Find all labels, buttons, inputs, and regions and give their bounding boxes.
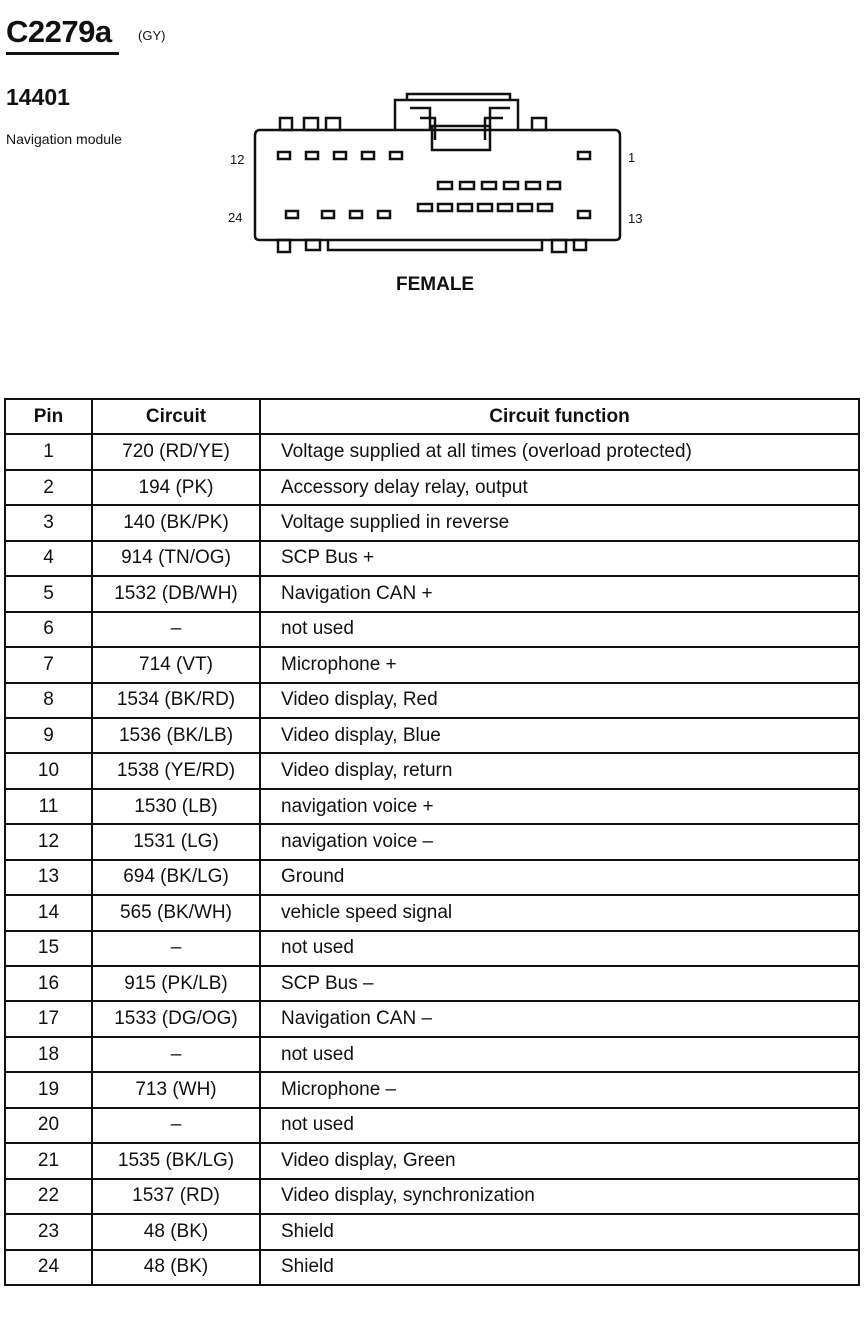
circuit-cell: 1535 (BK/LG) <box>92 1143 260 1178</box>
circuit-cell: – <box>92 1108 260 1143</box>
function-cell: not used <box>260 931 859 966</box>
circuit-cell: 713 (WH) <box>92 1072 260 1107</box>
function-cell: SCP Bus – <box>260 966 859 1001</box>
table-row <box>5 1108 859 1143</box>
function-cell: Shield <box>260 1214 859 1249</box>
pin-cell: 11 <box>5 789 92 824</box>
circuit-cell: 48 (BK) <box>92 1214 260 1249</box>
table-row <box>5 1037 859 1072</box>
pin-cell: 15 <box>5 931 92 966</box>
part-number: 14401 <box>6 84 70 110</box>
connector-code-underline <box>6 52 119 55</box>
circuit-cell: 565 (BK/WH) <box>92 895 260 930</box>
pin-cell: 2 <box>5 470 92 505</box>
circuit-cell: 1534 (BK/RD) <box>92 683 260 718</box>
function-cell: Ground <box>260 860 859 895</box>
function-cell: navigation voice – <box>260 824 859 859</box>
circuit-cell: 914 (TN/OG) <box>92 541 260 576</box>
table-row <box>5 1143 859 1178</box>
function-cell: vehicle speed signal <box>260 895 859 930</box>
pin-cell: 7 <box>5 647 92 682</box>
pin-label-bottom-right: 13 <box>628 211 643 226</box>
table-row <box>5 505 859 540</box>
function-cell: Voltage supplied in reverse <box>260 505 859 540</box>
circuit-cell: 915 (PK/LB) <box>92 966 260 1001</box>
pin-cell: 17 <box>5 1001 92 1036</box>
circuit-cell: 194 (PK) <box>92 470 260 505</box>
function-cell: navigation voice + <box>260 789 859 824</box>
connector-diagram <box>220 90 650 260</box>
function-cell: Video display, Red <box>260 683 859 718</box>
table-row <box>5 931 859 966</box>
pin-cell: 13 <box>5 860 92 895</box>
header-pin: Pin <box>5 399 92 434</box>
function-cell: Video display, Green <box>260 1143 859 1178</box>
pin-label-top-right: 1 <box>628 150 636 165</box>
circuit-cell: 1530 (LB) <box>92 789 260 824</box>
pin-cell: 5 <box>5 576 92 611</box>
circuit-cell: 1531 (LG) <box>92 824 260 859</box>
table-row <box>5 824 859 859</box>
function-cell: not used <box>260 1108 859 1143</box>
circuit-cell: 720 (RD/YE) <box>92 434 260 469</box>
pin-cell: 6 <box>5 612 92 647</box>
pin-cell: 23 <box>5 1214 92 1249</box>
circuit-cell: 48 (BK) <box>92 1250 260 1285</box>
circuit-cell: 140 (BK/PK) <box>92 505 260 540</box>
pin-cell: 12 <box>5 824 92 859</box>
part-name: Navigation module <box>6 131 122 147</box>
pin-cell: 24 <box>5 1250 92 1285</box>
pin-cell: 8 <box>5 683 92 718</box>
function-cell: Shield <box>260 1250 859 1285</box>
function-cell: Microphone + <box>260 647 859 682</box>
table-row <box>5 647 859 682</box>
function-cell: SCP Bus + <box>260 541 859 576</box>
circuit-cell: – <box>92 1037 260 1072</box>
connector-code: C2279a <box>6 14 112 49</box>
gender-label: FEMALE <box>396 274 475 295</box>
function-cell: not used <box>260 1037 859 1072</box>
pin-cell: 9 <box>5 718 92 753</box>
table-row <box>5 576 859 611</box>
table-row <box>5 541 859 576</box>
pin-cell: 3 <box>5 505 92 540</box>
table-row <box>5 1179 859 1214</box>
circuit-cell: 714 (VT) <box>92 647 260 682</box>
circuit-cell: 1538 (YE/RD) <box>92 753 260 788</box>
function-cell: Accessory delay relay, output <box>260 470 859 505</box>
table-row <box>5 966 859 1001</box>
pin-cell: 20 <box>5 1108 92 1143</box>
pin-cell: 4 <box>5 541 92 576</box>
function-cell: Navigation CAN + <box>260 576 859 611</box>
table-row <box>5 895 859 930</box>
function-cell: Video display, synchronization <box>260 1179 859 1214</box>
circuit-cell: 1532 (DB/WH) <box>92 576 260 611</box>
function-cell: not used <box>260 612 859 647</box>
pinout-table <box>4 398 860 1286</box>
pin-cell: 14 <box>5 895 92 930</box>
circuit-cell: – <box>92 931 260 966</box>
function-cell: Voltage supplied at all times (overload protected) <box>260 434 859 469</box>
table-row <box>5 683 859 718</box>
header-circuit: Circuit <box>92 399 260 434</box>
circuit-cell: 1536 (BK/LB) <box>92 718 260 753</box>
table-row <box>5 789 859 824</box>
pin-cell: 18 <box>5 1037 92 1072</box>
function-cell: Video display, Blue <box>260 718 859 753</box>
table-row <box>5 1072 859 1107</box>
circuit-cell: – <box>92 612 260 647</box>
table-row <box>5 753 859 788</box>
header-function: Circuit function <box>260 399 859 434</box>
pin-label-top-left: 12 <box>230 152 245 167</box>
table-row <box>5 1250 859 1285</box>
connector-color: (GY) <box>138 28 166 43</box>
table-row <box>5 470 859 505</box>
table-row <box>5 860 859 895</box>
pin-cell: 16 <box>5 966 92 1001</box>
function-cell: Microphone – <box>260 1072 859 1107</box>
function-cell: Navigation CAN – <box>260 1001 859 1036</box>
pin-cell: 1 <box>5 434 92 469</box>
table-row <box>5 434 859 469</box>
pin-cell: 10 <box>5 753 92 788</box>
circuit-cell: 1537 (RD) <box>92 1179 260 1214</box>
pin-cell: 19 <box>5 1072 92 1107</box>
table-header-row <box>5 399 859 434</box>
table-row <box>5 1214 859 1249</box>
pin-cell: 21 <box>5 1143 92 1178</box>
circuit-cell: 694 (BK/LG) <box>92 860 260 895</box>
pin-cell: 22 <box>5 1179 92 1214</box>
pin-label-bottom-left: 24 <box>228 210 243 225</box>
table-row <box>5 1001 859 1036</box>
table-row <box>5 718 859 753</box>
circuit-cell: 1533 (DG/OG) <box>92 1001 260 1036</box>
table-row <box>5 612 859 647</box>
function-cell: Video display, return <box>260 753 859 788</box>
